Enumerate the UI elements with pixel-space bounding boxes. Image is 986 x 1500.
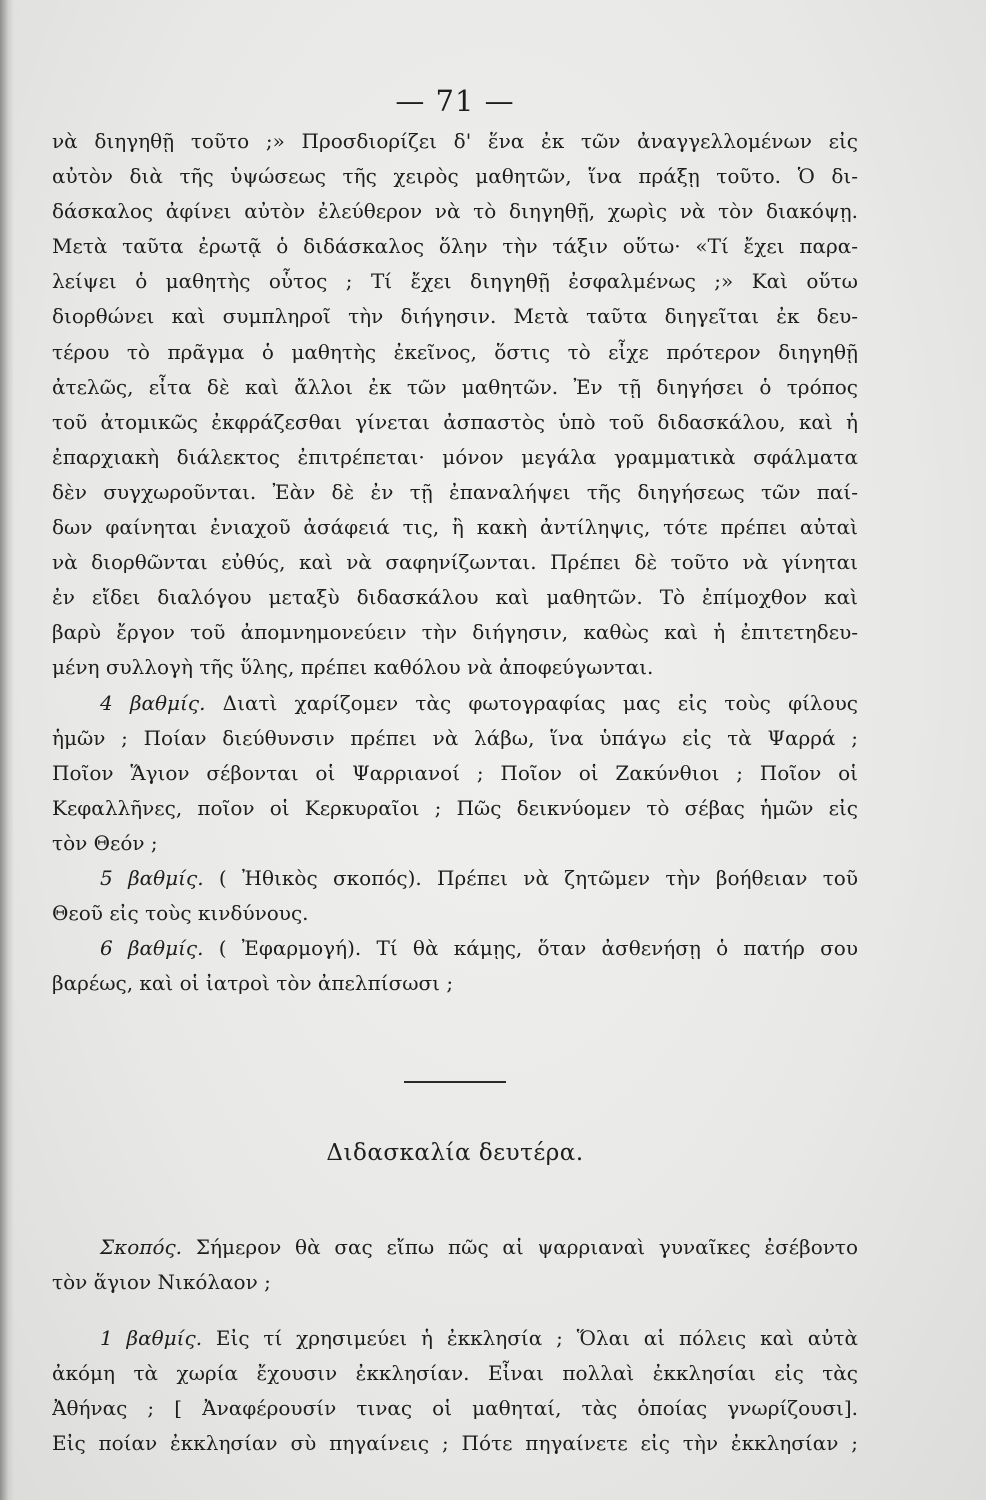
text-line: ἐπαρχιακὴ διάλεκτος ἐπιτρέπεται· μόνον μεγάλα γραμματικὰ σφάλματα (52, 444, 858, 469)
step-4-text: Διατὶ χαρίζομεν τὰς φωτογραφίας μας εἰς τοὺς φίλους (205, 690, 858, 715)
text-line: Κεφαλλῆνες, ποῖον οἱ Κερκυραῖοι ; Πῶς δεικνύομεν τὸ σέβας ἡμῶν εἰς (52, 795, 858, 820)
step-6-paragraph (52, 931, 858, 1001)
text-line: Ποῖον Ἅγιον σέβονται οἱ Ψαρριανοί ; Ποῖον οἱ Ζακύνθιοι ; Ποῖον οἱ (52, 760, 858, 785)
text-line (52, 686, 858, 721)
text-line: Εἰς ποίαν ἐκκλησίαν σὺ πηγαίνεις ; Πότε πηγαίνετε εἰς τὴν ἐκκλησίαν ; (52, 1431, 858, 1456)
page-number: — 71 — (395, 84, 515, 118)
step-5-paragraph (52, 861, 858, 931)
step-1-label: 1 βαθμίς. (100, 1325, 203, 1350)
step-1-paragraph (52, 1321, 858, 1462)
step-6-label: 6 βαθμίς. (100, 936, 204, 961)
text-line: Ἀθήνας ; [ Ἀναφέρουσίν τινας οἱ μαθηταί, τὰς ὁποίας γνωρίζουσι]. (52, 1396, 858, 1421)
section-title: Διδασκαλία δευτέρα. (326, 1140, 584, 1166)
lesson-one-text (52, 124, 858, 1001)
step-6-text: ( Ἐφαρμογή). Τί θὰ κάμῃς, ὅταν ἀσθενήσῃ ὁ πατήρ σου (203, 936, 858, 961)
text-line: ἐν εἴδει διαλόγου μεταξὺ διδασκάλου καὶ μαθητῶν. Τὸ ἐπίμοχθον καὶ (52, 585, 858, 610)
step-4-label: 4 βαθμίς. (100, 690, 206, 715)
text-line: δάσκαλος ἀφίνει αὐτὸν ἐλεύθερον νὰ τὸ διηγηθῇ, χωρὶς νὰ τὸν διακόψῃ. (52, 199, 858, 224)
text-line: νὰ διηγηθῇ τοῦτο ;» Προσδιορίζει δ' ἕνα ἐκ τῶν ἀναγγελλομένων εἰς (52, 129, 858, 153)
text-line: βαρέως, καὶ οἱ ἰατροὶ τὸν ἀπελπίσωσι ; (52, 971, 454, 996)
skopos-label: Σκοπός. (100, 1235, 183, 1259)
text-line: αὐτὸν διὰ τῆς ὑψώσεως τῆς χειρὸς μαθητῶν, ἵνα πράξῃ τοῦτο. Ὁ δι- (52, 164, 858, 189)
step-5-text: ( Ἠθικὸς σκοπός). Πρέπει νὰ ζητῶμεν τὴν βοήθειαν τοῦ (203, 865, 858, 890)
lesson-two-text (52, 1210, 858, 1482)
text-line: νὰ διορθῶνται εὐθύς, καὶ νὰ σαφηνίζωνται. Πρέπει δὲ τοῦτο νὰ γίνηται (52, 550, 858, 575)
text-line: ἀκόμη τὰ χωρία ἔχουσιν ἐκκλησίαν. Εἶναι πολλαὶ ἐκκλησίαι εἰς τὰς (52, 1360, 858, 1385)
text-line: ἡμῶν ; Ποίαν διεύθυνσιν πρέπει νὰ λάβω, ἵνα ὑπάγω εἰς τὰ Ψαρρά ; (52, 725, 858, 750)
step-5-label: 5 βαθμίς. (100, 865, 204, 890)
text-line (52, 861, 858, 896)
text-line (52, 931, 858, 966)
text-line: μένη συλλογὴ τῆς ὕλης, πρέπει καθόλου νὰ ἀποφεύγωνται. (52, 655, 654, 680)
text-line (52, 1321, 858, 1356)
narration-paragraph (52, 124, 858, 686)
text-line: δων φαίνηται ἐνιαχοῦ ἀσάφειά τις, ἢ κακὴ ἀντίληψις, τότε πρέπει αὐταὶ (52, 515, 858, 540)
skopos-paragraph (52, 1230, 858, 1301)
text-line: ἀτελῶς, εἶτα δὲ καὶ ἄλλοι ἐκ τῶν μαθητῶν. Ἐν τῇ διηγήσει ὁ τρόπος (52, 374, 858, 399)
text-line: Θεοῦ εἰς τοὺς κινδύνους. (52, 901, 309, 926)
text-line: τέρου τὸ πρᾶγμα ὁ μαθητὴς ἐκεῖνος, ὅστις τὸ εἶχε πρότερον διηγηθῇ (52, 339, 858, 364)
section-divider (404, 1081, 506, 1083)
text-line: λείψει ὁ μαθητὴς οὗτος ; Τί ἔχει διηγηθῇ ἐσφαλμένως ;» Καὶ οὕτω (52, 269, 858, 294)
text-line: Μετὰ ταῦτα ἐρωτᾷ ὁ διδάσκαλος ὅλην τὴν τάξιν οὕτω· «Τί ἔχει παρα- (52, 234, 858, 259)
text-line: δὲν συγχωροῦνται. Ἐὰν δὲ ἐν τῇ ἐπαναλήψει τῆς διηγήσεως τῶν παί- (52, 479, 858, 504)
step-4-paragraph (52, 686, 858, 861)
text-line (52, 1230, 858, 1265)
skopos-text: Σήμερον θὰ σας εἴπω πῶς αἱ ψαρριαναὶ γυναῖκες ἐσέβοντο (182, 1235, 858, 1259)
page-binding-shadow (0, 0, 14, 1500)
text-line: τὸν ἅγιον Νικόλαον ; (52, 1270, 271, 1295)
step-1-text: Εἰς τί χρησιμεύει ἡ ἐκκλησία ; Ὅλαι αἱ πόλεις καὶ αὐτὰ (202, 1325, 858, 1350)
text-line: τὸν Θεόν ; (52, 830, 158, 855)
text-line: τοῦ ἀτομικῶς ἐκφράζεσθαι γίνεται ἀσπαστὸς ὑπὸ τοῦ διδασκάλου, καὶ ἡ (52, 409, 858, 434)
text-line: βαρὺ ἔργον τοῦ ἀπομνημονεύειν τὴν διήγησιν, καθὼς καὶ ἡ ἐπιτετηδευ- (52, 620, 858, 645)
text-line: διορθώνει καὶ συμπληροῖ τὴν διήγησιν. Μετὰ ταῦτα διηγεῖται ἐκ δευ- (52, 304, 858, 329)
